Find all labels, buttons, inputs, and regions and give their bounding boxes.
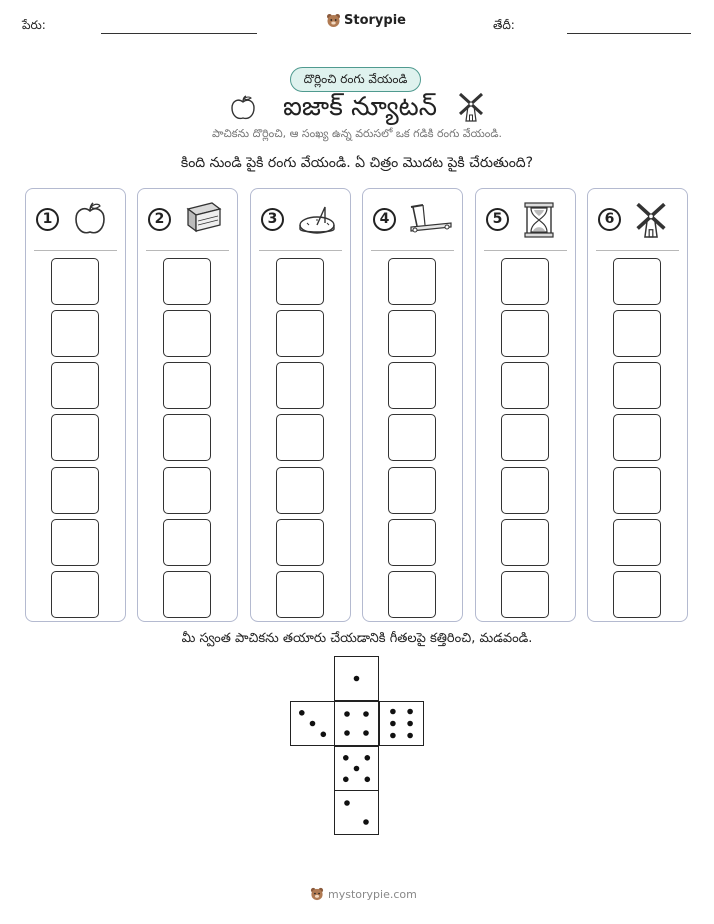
brand-logo (326, 13, 406, 28)
column-divider (596, 250, 679, 251)
column-number: 5 (486, 208, 509, 231)
color-cell[interactable] (163, 258, 211, 305)
column-header (26, 201, 125, 241)
dice-face-2 (334, 790, 379, 835)
column-divider (146, 250, 229, 251)
color-cell[interactable] (613, 362, 661, 409)
color-cell[interactable] (276, 467, 324, 514)
color-cell[interactable] (613, 571, 661, 618)
column-6 (587, 188, 688, 622)
column-header (588, 201, 687, 241)
column-divider (371, 250, 454, 251)
color-cell[interactable] (163, 519, 211, 566)
page-title: ఐజాక్ న్యూటన్ (283, 92, 437, 122)
activity-badge: దొర్లించి రంగు వేయండి (290, 67, 421, 92)
dice-pips (335, 702, 378, 745)
color-cell[interactable] (163, 414, 211, 461)
color-cell[interactable] (501, 571, 549, 618)
color-cell[interactable] (613, 519, 661, 566)
apple-icon (229, 94, 257, 122)
color-cell[interactable] (501, 467, 549, 514)
color-cell[interactable] (276, 414, 324, 461)
column-number: 1 (36, 208, 59, 231)
column-header (363, 201, 462, 241)
name-line[interactable] (101, 33, 257, 34)
dice-face-6 (379, 701, 424, 746)
date-label: తేదీ: (493, 18, 515, 32)
instruction: కింది నుండి పైకి రంగు వేయండి. ఏ చిత్రం మొదట పైకి చేరుతుంది? (180, 155, 534, 171)
dice-pips (335, 747, 378, 790)
color-cell[interactable] (51, 414, 99, 461)
column-divider (484, 250, 567, 251)
cut-instruction: మీ స్వంత పాచికను తయారు చేయడానికి గీతలపై కత్తిరించి, మడవండి. (181, 631, 533, 646)
date-line[interactable] (567, 33, 691, 34)
color-cell[interactable] (613, 258, 661, 305)
color-cell[interactable] (51, 519, 99, 566)
color-cell[interactable] (276, 571, 324, 618)
column-2 (137, 188, 238, 622)
apple-icon (72, 201, 108, 241)
color-cell[interactable] (501, 414, 549, 461)
color-cell[interactable] (388, 467, 436, 514)
color-cell[interactable] (613, 467, 661, 514)
windmill-icon (457, 92, 485, 122)
column-1 (25, 188, 126, 622)
color-cell[interactable] (163, 362, 211, 409)
color-cell[interactable] (276, 519, 324, 566)
color-cell[interactable] (51, 362, 99, 409)
column-number: 4 (373, 208, 396, 231)
color-cell[interactable] (388, 571, 436, 618)
dice-pips (380, 702, 423, 745)
color-cell[interactable] (276, 258, 324, 305)
dice-face-4 (334, 701, 379, 746)
color-cell[interactable] (388, 258, 436, 305)
bear-mascot-icon (310, 887, 324, 901)
dice-pips (335, 657, 378, 700)
color-cell[interactable] (51, 258, 99, 305)
color-cell[interactable] (51, 310, 99, 357)
color-cell[interactable] (501, 310, 549, 357)
color-cell[interactable] (501, 519, 549, 566)
color-cell[interactable] (613, 310, 661, 357)
name-label: పేరు: (22, 18, 46, 32)
column-number: 3 (261, 208, 284, 231)
book-icon (184, 201, 224, 239)
column-divider (259, 250, 342, 251)
color-cell[interactable] (388, 519, 436, 566)
color-cell[interactable] (501, 258, 549, 305)
treadmill-icon (409, 201, 453, 239)
column-header (476, 201, 575, 241)
subtitle: పాచికను దొర్లించి, ఆ సంఖ్య ఉన్న వరుసలో ఒక గడికి రంగు వేయండి. (212, 127, 502, 140)
dice-pips (335, 791, 378, 834)
color-cell[interactable] (388, 414, 436, 461)
footer-url: mystorypie.com (328, 887, 417, 901)
color-cell[interactable] (276, 310, 324, 357)
dice-face-1 (334, 656, 379, 701)
column-number: 2 (148, 208, 171, 231)
column-3 (250, 188, 351, 622)
column-5 (475, 188, 576, 622)
dice-face-3 (290, 701, 335, 746)
color-cell[interactable] (51, 571, 99, 618)
color-cell[interactable] (388, 362, 436, 409)
color-cell[interactable] (501, 362, 549, 409)
column-header (251, 201, 350, 241)
brand-name: Storypie (344, 13, 406, 28)
column-4 (362, 188, 463, 622)
color-cell[interactable] (388, 310, 436, 357)
color-cell[interactable] (51, 467, 99, 514)
column-divider (34, 250, 117, 251)
hourglass-icon (522, 201, 556, 243)
bear-mascot-icon (326, 13, 341, 28)
column-header (138, 201, 237, 241)
color-cell[interactable] (163, 310, 211, 357)
color-cell[interactable] (163, 467, 211, 514)
color-cell[interactable] (276, 362, 324, 409)
dice-face-5 (334, 746, 379, 791)
color-cell[interactable] (613, 414, 661, 461)
dice-pips (291, 702, 334, 745)
color-cell[interactable] (163, 571, 211, 618)
footer (310, 887, 417, 901)
windmill-icon (634, 201, 668, 243)
sundial-icon (297, 201, 337, 241)
column-number: 6 (598, 208, 621, 231)
